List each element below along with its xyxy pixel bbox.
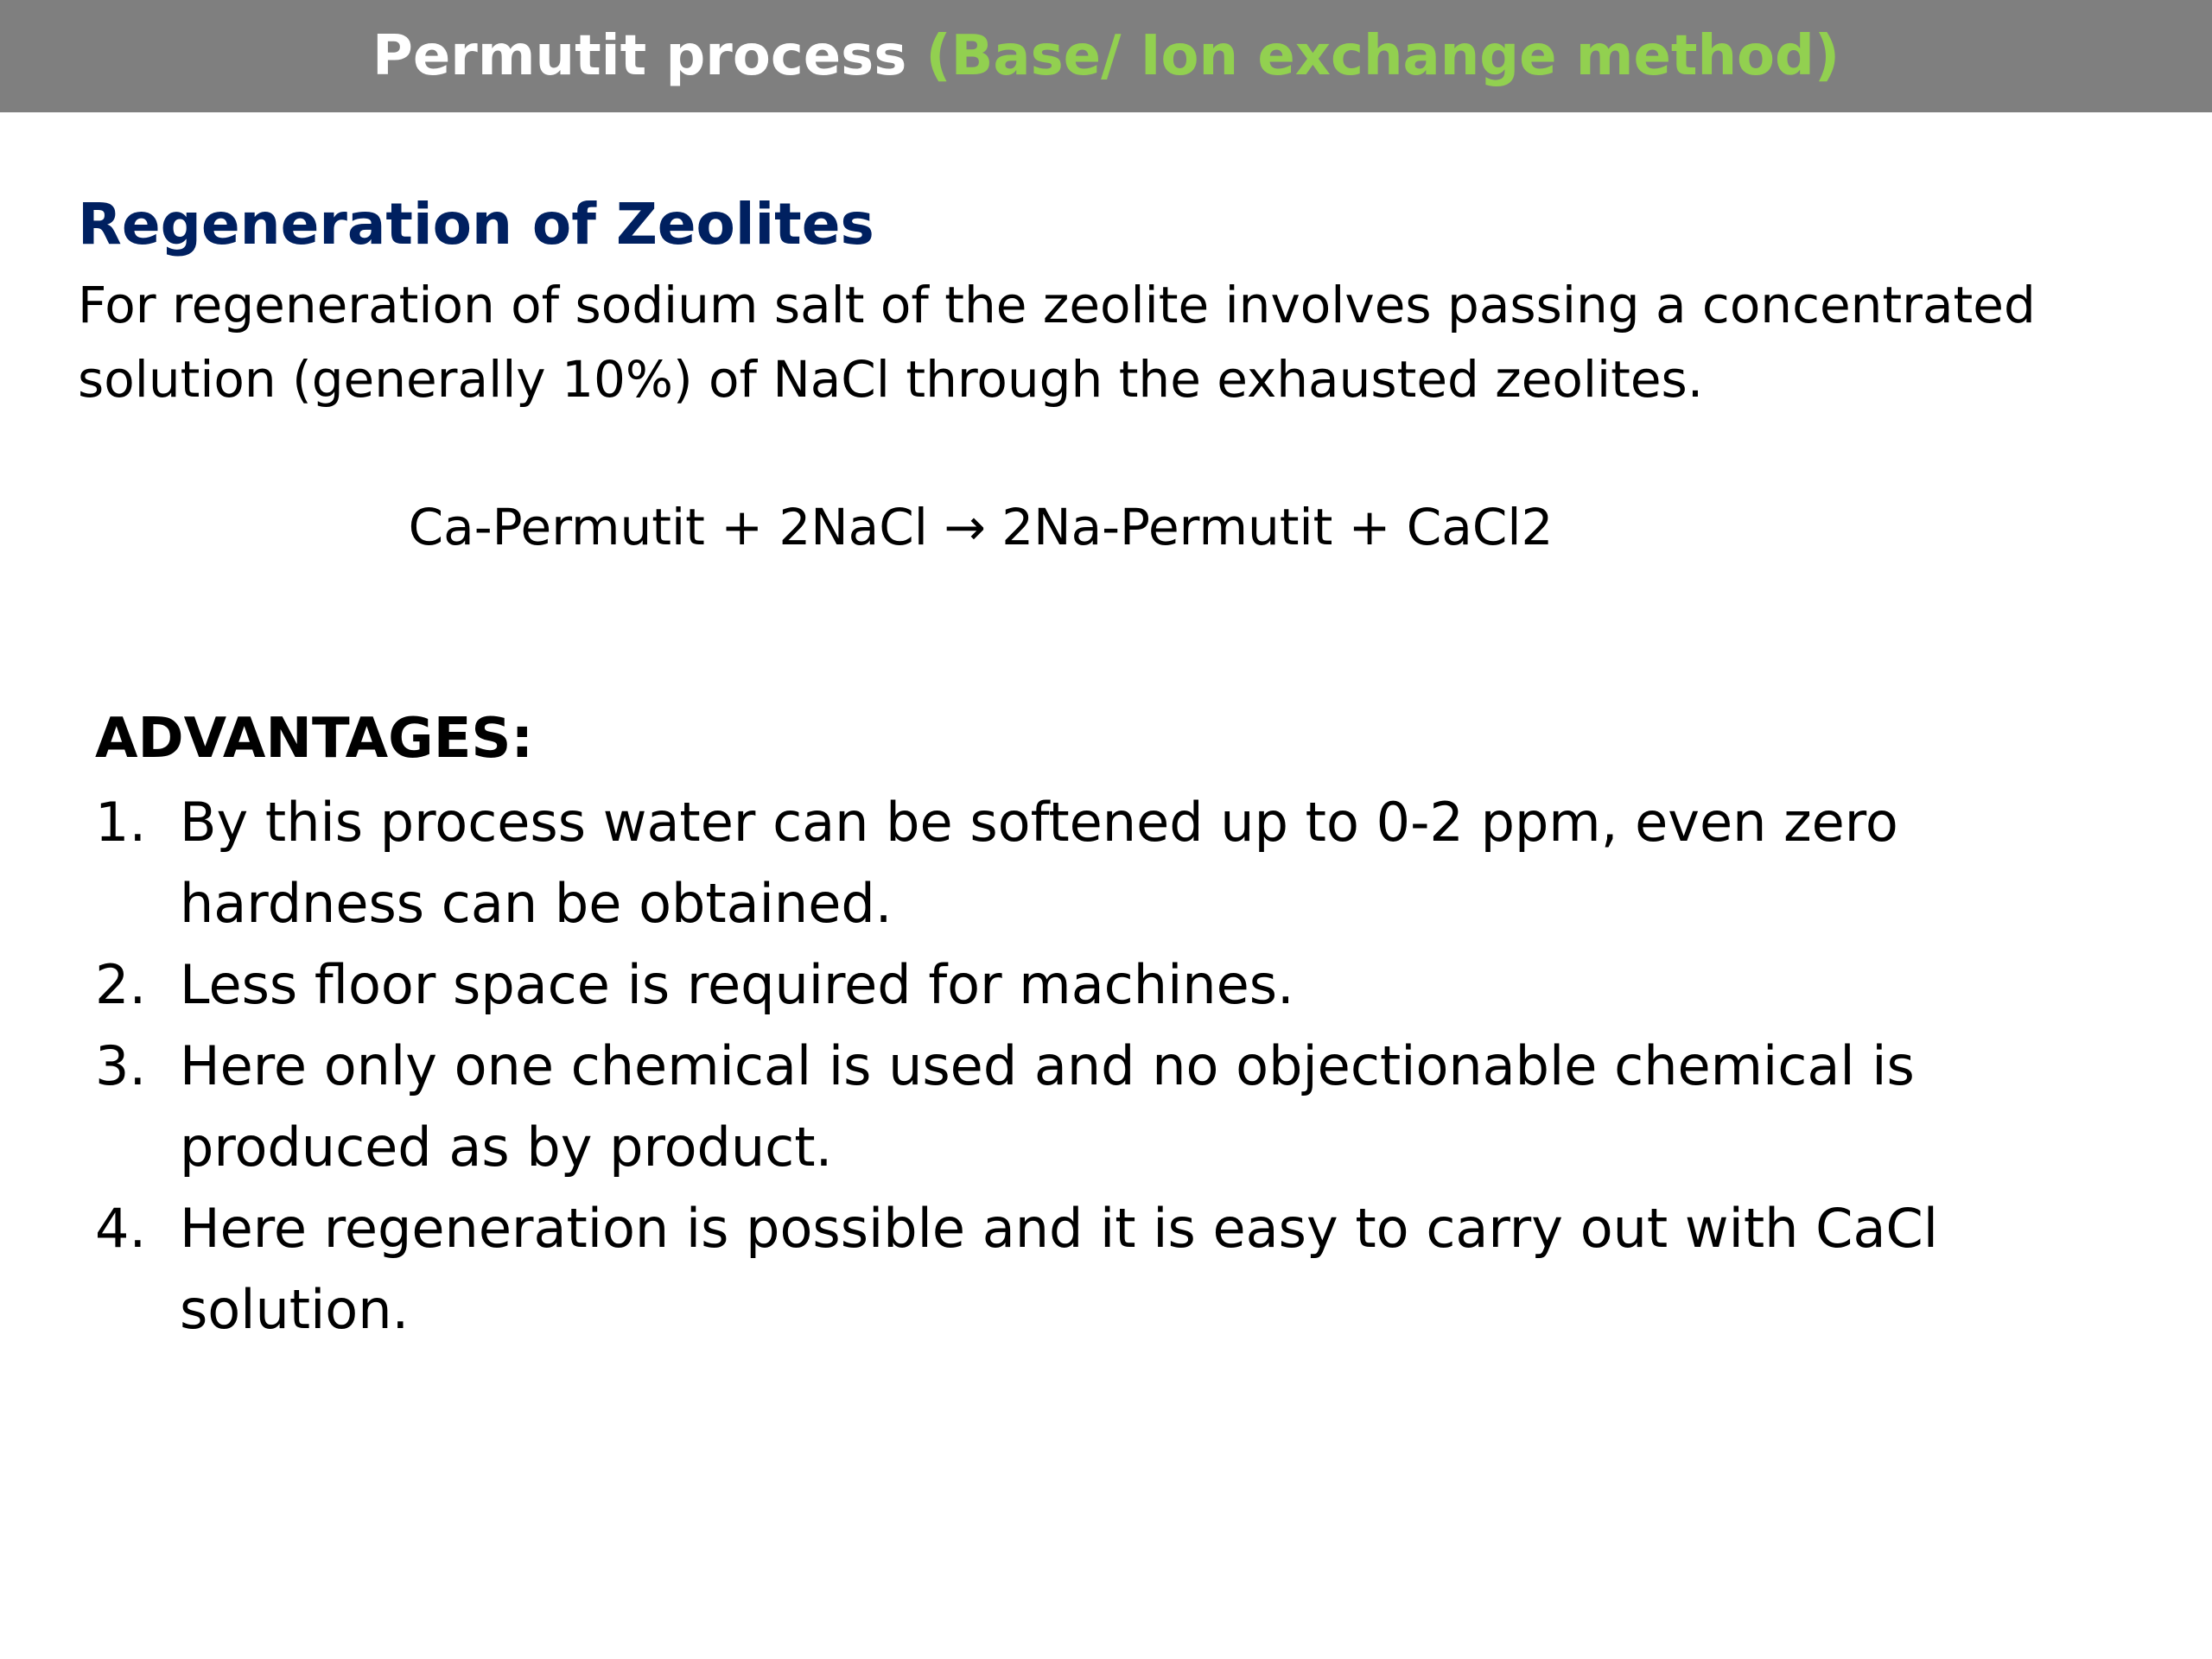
title-bar (0, 0, 2212, 112)
list-item-text: Here regeneration is possible and it is easy to carry out with CaCl solution. (180, 1197, 1938, 1341)
list-item-text: By this process water can be softened up to 0-2 ppm, even zero hardness can be obtained. (180, 791, 1898, 935)
list-item-number: 3. (95, 1034, 147, 1097)
chemical-equation: Ca-Permutit + 2NaCl → 2Na-Permutit + CaCl2 (408, 498, 1554, 556)
list-item-number: 4. (95, 1197, 147, 1260)
section-heading: Regeneration of Zeolites (78, 191, 874, 257)
list-item (95, 944, 2108, 1026)
list-item (95, 782, 2108, 944)
list-item (95, 1026, 2108, 1188)
list-item-text: Here only one chemical is used and no objectionable chemical is produced as by product. (180, 1034, 1915, 1179)
slide-subtitle: (Base/ Ion exchange method) (925, 24, 1840, 88)
list-item-text: Less floor space is required for machines. (180, 953, 1294, 1016)
list-item-number: 1. (95, 791, 147, 854)
advantages-list (95, 782, 2108, 1351)
advantages-heading: ADVANTAGES: (95, 707, 534, 771)
list-item (95, 1188, 2108, 1351)
regeneration-paragraph: For regeneration of sodium salt of the zeolite involves passing a concentrated solution (generally 10%) of NaCl through the exhausted zeolites. (78, 276, 2036, 409)
list-item-number: 2. (95, 953, 147, 1016)
slide-title: Permutit process (372, 24, 907, 88)
